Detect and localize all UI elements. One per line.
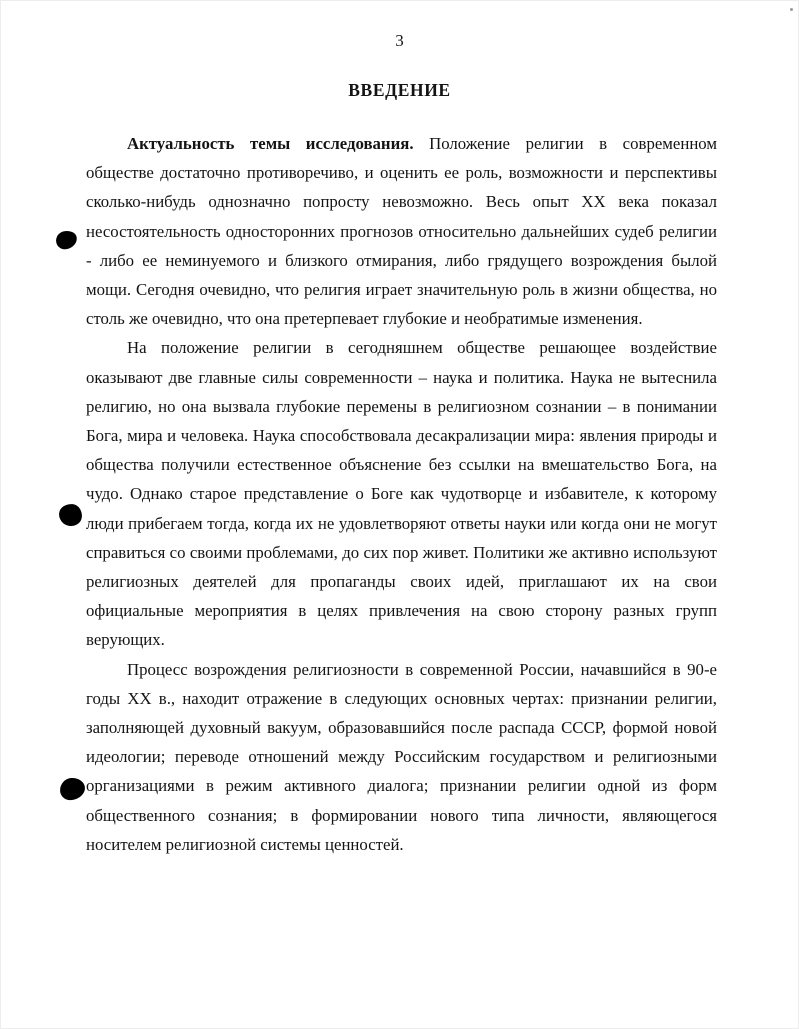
paragraph-aktualnost <box>86 129 717 333</box>
page-title: ВВЕДЕНИЕ <box>348 80 451 100</box>
scan-speck <box>790 8 793 11</box>
paragraph-text: Процесс возрождения религиозности в современной России, начавшийся в 90-е годы XX в., находит отражение в следующих основных чертах: признании религии, заполняющей духовный вакуум, образовавшийся после распада СССР, формой новой идеологии; переводе отношений между Российским государством и религиозными организациями в режим активного диалога; признании религии одной из форм общественного сознания; в формировании нового типа личности, являющегося носителем религиозной системы ценностей. <box>86 659 717 854</box>
paragraph-lead-bold: Актуальность темы исследования. <box>127 134 414 153</box>
ink-blob-mark <box>58 503 83 527</box>
paragraph-text: На положение религии в сегодняшнем обществе решающее воздействие оказывают две главные силы современности – наука и политика. Наука не вытеснила религию, но она вызвала глубокие перемены в религиозном сознании – в понимании Бога, мира и человека. Наука способствовала десакрализации мира: явления природы и общества получили естественное объяснение без ссылки на вмешательство Бога, на чудо. Однако старое представление о Боге как чудотворце и избавителе, к которому люди прибегаем тогда, когда их не удовлетворяют ответы науки или когда они не могут справиться со своими проблемами, до сих пор живет. Политики же активно используют религиозных деятелей для пропаганды своих идей, приглашают их на свои официальные мероприятия в целях привлечения на свою сторону разных групп верующих. <box>86 338 717 650</box>
page-number: 3 <box>395 31 404 50</box>
ink-blob-mark <box>55 229 79 250</box>
paragraph-vozrozhdenie <box>86 655 717 859</box>
paragraph-text: Положение религии в современном обществе достаточно противоречиво, и оценить ее роль, возможности и перспективы сколько-нибудь однозначно попросту невозможно. Весь опыт XX века показал несостоятельность односторонних прогнозов относительно дальнейших судеб религии - либо ее неминуемого и близкого отмирания, либо грядущего возрождения былой мощи. Сегодня очевидно, что религия играет значительную роль в жизни общества, но столь же очевидно, что она претерпевает глубокие и необратимые изменения. <box>86 134 717 329</box>
document-body <box>86 129 717 859</box>
paragraph-nauka-politika <box>86 333 717 654</box>
ink-blob-mark <box>59 777 85 801</box>
